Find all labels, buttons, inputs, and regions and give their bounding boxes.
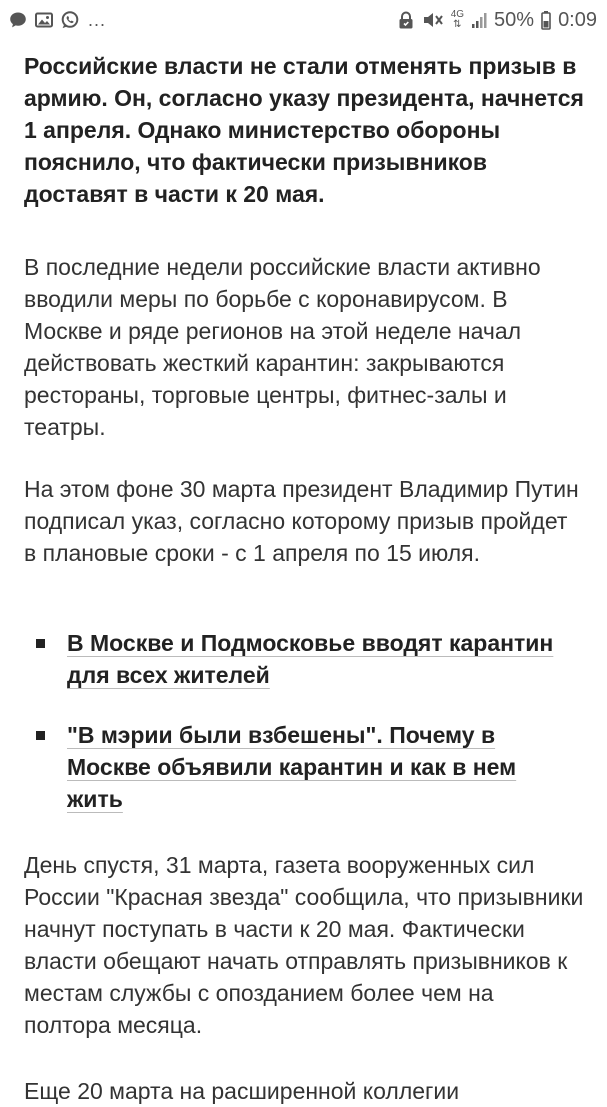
chat-icon <box>8 10 28 30</box>
data-arrows-icon: ⇅ <box>453 19 462 30</box>
clock: 0:09 <box>558 8 597 31</box>
lock-icon <box>397 10 415 30</box>
image-icon <box>34 10 54 30</box>
article-paragraph: В последние недели российские власти активно вводили меры по борьбе с коронавирусом. В Москве и ряде регионов на этой неделе начал действовать жесткий карантин: закрываются рестораны, торговые центры, фитнес-залы и театры. <box>24 254 541 440</box>
status-bar-left <box>8 10 106 31</box>
related-link-item <box>24 719 584 815</box>
related-link-quarantine[interactable]: В Москве и Подмосковье вводят карантин для всех жителей <box>67 630 554 688</box>
related-link-mayors-office[interactable]: "В мэрии были взбешены". Почему в Москве объявили карантин и как в нем жить <box>67 722 517 812</box>
network-type: 4G <box>450 9 465 20</box>
article-lead: Российские власти не стали отменять призыв в армию. Он, согласно указу президента, начнется 1 апреля. Однако министерство обороны пояснило, что фактически призывников доставят в части к 20 мая. <box>24 53 584 207</box>
article-paragraph: На этом фоне 30 марта президент Владимир Путин подписал указ, согласно которому призыв пройдет в плановые сроки - с 1 апреля по 15 июля. <box>24 476 579 566</box>
battery-percentage: 50% <box>494 8 535 31</box>
bullet-icon <box>36 731 45 740</box>
more-notifications: ... <box>88 9 107 30</box>
article-paragraph: День спустя, 31 марта, газета вооруженных сил России "Красная звезда" сообщила, что призывники начнут поступать в части к 20 мая. Фактически власти обещают начать отправлять призывников к местам службы с опозданием более чем на полтора месяца. <box>24 852 584 1038</box>
whatsapp-icon <box>60 10 80 30</box>
article-paragraph: Еще 20 марта на расширенной коллегии <box>24 1078 460 1104</box>
status-bar <box>0 0 607 40</box>
related-link-item <box>24 627 584 691</box>
network-indicator <box>451 10 464 30</box>
related-links <box>24 627 584 815</box>
mute-icon <box>422 10 444 30</box>
bullet-icon <box>36 639 45 648</box>
article-body <box>24 50 584 1107</box>
status-bar-right <box>397 9 597 32</box>
battery-icon <box>541 10 551 30</box>
signal-icon <box>471 11 487 29</box>
